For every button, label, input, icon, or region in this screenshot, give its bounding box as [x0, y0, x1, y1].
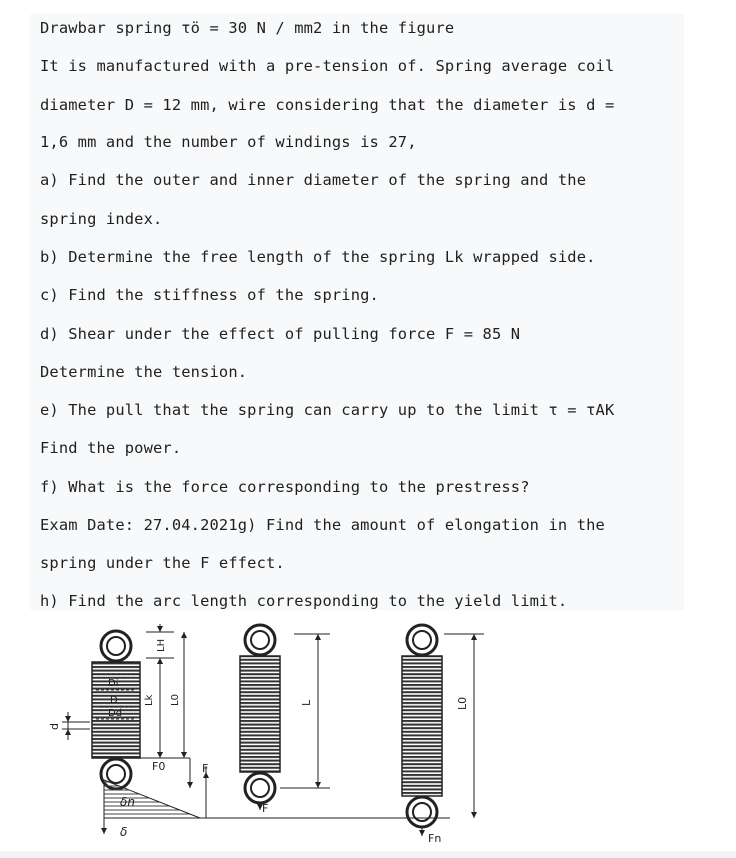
label-Di: Di [108, 678, 119, 689]
problem-line-7: b) Determine the free length of the spring Lk wrapped side. [40, 248, 596, 266]
problem-line-2: It is manufactured with a pre-tension of. Spring average coil [40, 57, 615, 75]
label-LH: LH [156, 638, 167, 652]
problem-line-12: Find the power. [40, 439, 182, 457]
problem-line-8: c) Find the stiffness of the spring. [40, 286, 379, 304]
label-L: L [300, 699, 313, 706]
label-Lk: Lk [144, 694, 155, 706]
label-Fn: Fn [428, 832, 442, 845]
label-D: D [110, 695, 118, 706]
spring-1-top-hook [101, 631, 131, 661]
problem-line-14: Exam Date: 27.04.2021g) Find the amount of elongation in the [40, 516, 605, 534]
label-d: d [48, 723, 61, 730]
problem-line-3: diameter D = 12 mm, wire considering that the diameter is d = [40, 96, 615, 114]
problem-line-11: e) The pull that the spring can carry up to the limit τ = τAK [40, 401, 615, 419]
problem-line-6: spring index. [40, 210, 163, 228]
label-delta-n: δn [120, 795, 135, 809]
label-F0: F0 [152, 760, 166, 773]
label-L0: L0 [170, 694, 181, 706]
problem-line-5: a) Find the outer and inner diameter of the spring and the [40, 171, 587, 189]
label-F: F [202, 762, 209, 775]
label-L0-right: L0 [456, 696, 469, 710]
bottom-strip [0, 851, 736, 858]
force-deflection-diagram [104, 780, 200, 818]
spring-figure [40, 612, 510, 850]
problem-line-16: h) Find the arc length corresponding to the yield limit. [40, 592, 568, 610]
problem-line-15: spring under the F effect. [40, 554, 285, 572]
problem-line-4: 1,6 mm and the number of windings is 27, [40, 133, 417, 151]
spring-figure-svg [40, 612, 510, 850]
label-Dd: Dd [108, 708, 123, 719]
label-delta: δ [120, 825, 128, 839]
label-F-middle: F [262, 802, 269, 815]
problem-text-panel [30, 14, 684, 610]
spring-3 [402, 625, 484, 836]
problem-line-13: f) What is the force corresponding to the prestress? [40, 478, 530, 496]
problem-line-9: d) Shear under the effect of pulling force F = 85 N [40, 325, 521, 343]
problem-line-1: Drawbar spring τö = 30 N / mm2 in the figure [40, 19, 455, 37]
spring-2 [240, 625, 330, 810]
problem-line-10: Determine the tension. [40, 363, 248, 381]
